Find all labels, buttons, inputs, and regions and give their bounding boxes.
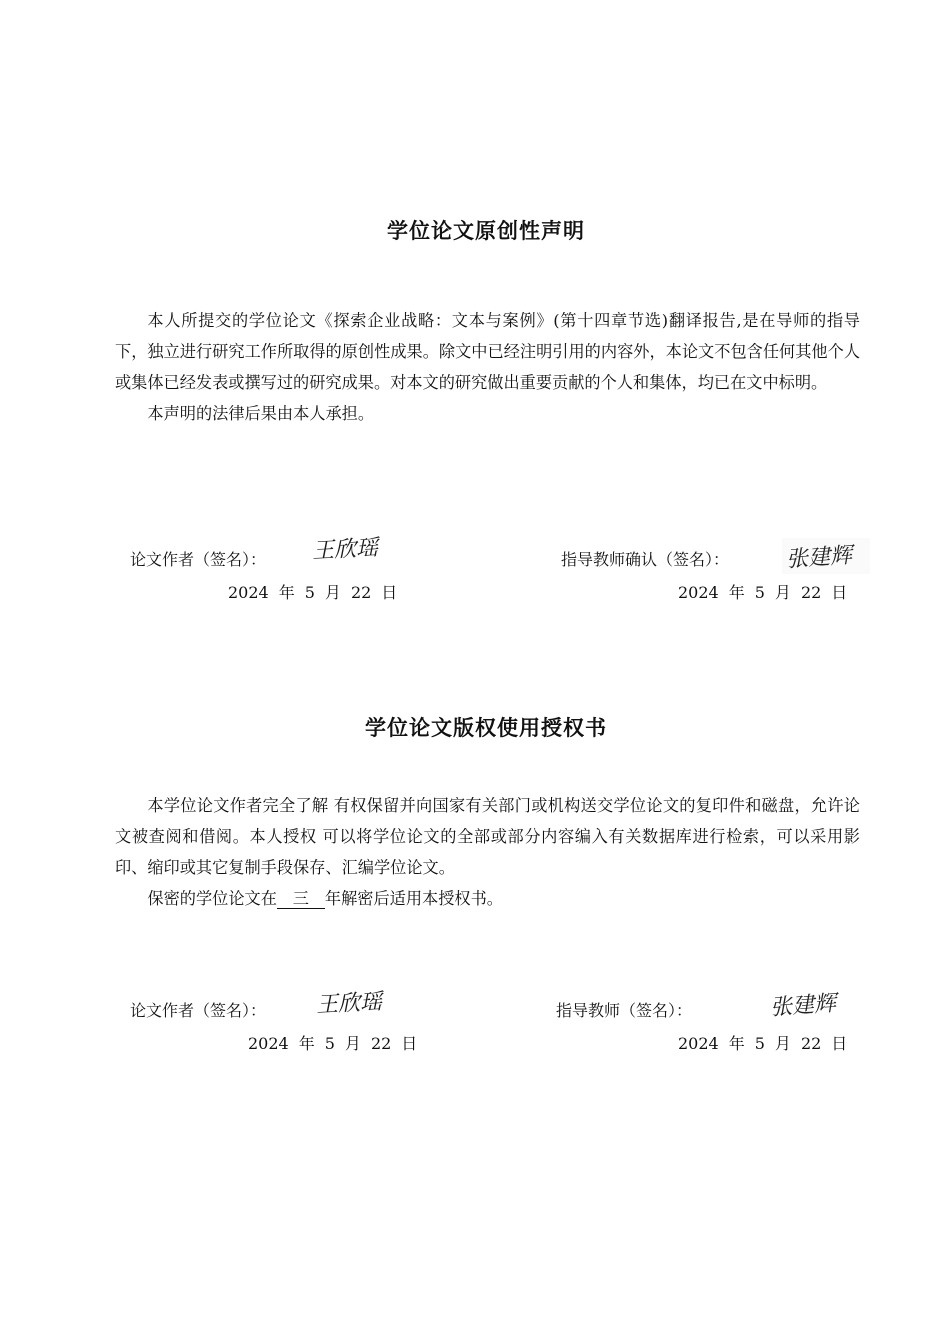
date-month-unit: 月 — [344, 1034, 361, 1053]
date-month: 5 — [754, 583, 765, 602]
date-day-unit: 日 — [831, 1034, 848, 1053]
declaration-author-signature-text: 王欣瑶 — [311, 535, 379, 565]
date-year-unit: 年 — [728, 1034, 745, 1053]
authorization-body — [115, 790, 860, 914]
date-year: 2024 — [228, 583, 269, 602]
secret-prefix: 保密的学位论文在 — [147, 889, 277, 908]
secret-years-field: 三 — [277, 890, 325, 909]
authorization-author-signature — [312, 984, 402, 1020]
authorization-supervisor-signature-text: 张建辉 — [769, 991, 837, 1021]
date-year: 2024 — [678, 1034, 719, 1053]
authorization-author-signature-text: 王欣瑶 — [315, 989, 383, 1019]
authorization-supervisor-label: 指导教师（签名）： — [556, 1001, 693, 1020]
date-month-unit: 月 — [324, 583, 341, 602]
date-day: 22 — [370, 1034, 392, 1053]
declaration-body — [115, 305, 860, 429]
authorization-author-label: 论文作者（签名）： — [130, 1001, 267, 1020]
date-year-unit: 年 — [298, 1034, 315, 1053]
declaration-author-date — [228, 580, 407, 603]
declaration-paragraph-1: 本人所提交的学位论文《探索企业战略：文本与案例》(第十四章节选)翻译报告,是在导师的指导下，独立进行研究工作所取得的原创性成果。除文中已经注明引用的内容外，本论文不包含任何其他个人或集体已经发表或撰写过的研究成果。对本文的研究做出重要贡献的个人和集体，均已在文中标明。 — [115, 311, 860, 392]
date-day: 22 — [800, 1034, 822, 1053]
authorization-supervisor-date — [678, 1031, 857, 1054]
declaration-supervisor-signature — [782, 538, 870, 574]
authorization-title: 学位论文版权使用授权书 — [365, 716, 607, 740]
date-month-unit: 月 — [774, 583, 791, 602]
declaration-supervisor-signature-text: 张建辉 — [785, 543, 853, 573]
date-year: 2024 — [678, 583, 719, 602]
date-year-unit: 年 — [278, 583, 295, 602]
authorization-paragraph-1: 本学位论文作者完全了解 有权保留并向国家有关部门或机构送交学位论文的复印件和磁盘，允许论文被查阅和借阅。本人授权 可以将学位论文的全部或部分内容编入有关数据库进行检索，可以采用影印、缩印或其它复制手段保存、汇编学位论文。 — [115, 796, 860, 877]
date-month: 5 — [754, 1034, 765, 1053]
date-day: 22 — [800, 583, 822, 602]
date-day-unit: 日 — [831, 583, 848, 602]
authorization-author-date — [248, 1031, 427, 1054]
date-day-unit: 日 — [401, 1034, 418, 1053]
date-month: 5 — [324, 1034, 335, 1053]
date-year-unit: 年 — [728, 583, 745, 602]
date-day: 22 — [350, 583, 372, 602]
secret-suffix: 年解密后适用本授权书。 — [324, 889, 503, 908]
declaration-supervisor-date — [678, 580, 857, 603]
authorization-paragraph-2 — [115, 883, 860, 914]
date-month: 5 — [304, 583, 315, 602]
declaration-author-signature — [308, 530, 398, 566]
declaration-author-label: 论文作者（签名）： — [130, 550, 267, 569]
declaration-title: 学位论文原创性声明 — [387, 219, 585, 243]
date-day-unit: 日 — [381, 583, 398, 602]
declaration-paragraph-2: 本声明的法律后果由本人承担。 — [147, 404, 375, 423]
date-year: 2024 — [248, 1034, 289, 1053]
date-month-unit: 月 — [774, 1034, 791, 1053]
authorization-supervisor-signature — [766, 986, 856, 1022]
declaration-supervisor-label: 指导教师确认（签名）： — [561, 550, 730, 569]
